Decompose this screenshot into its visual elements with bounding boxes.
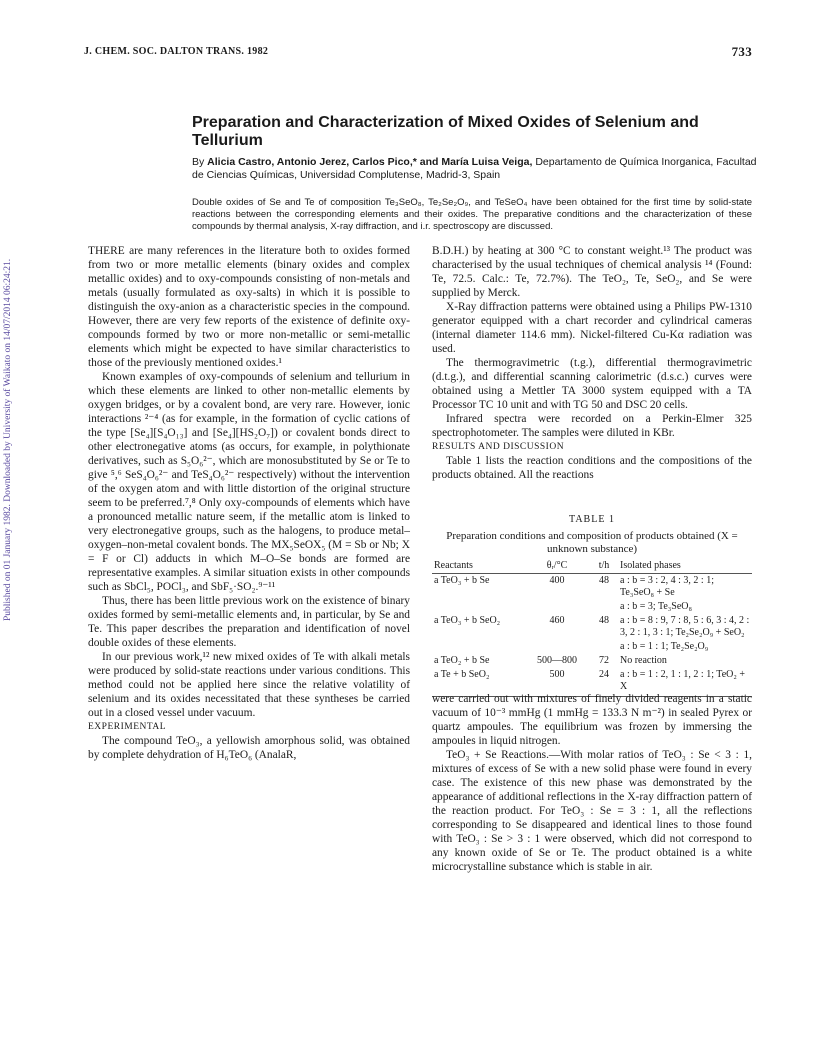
cell-reactants: a TeO₃ + b Se bbox=[434, 575, 490, 586]
cell-time: 72 bbox=[599, 655, 609, 666]
author-affiliation: Departamento de Química Inorganica, Facultad de Ciencias Químicas, Universidad Complutense, Madrid-3, Spain bbox=[192, 156, 757, 181]
table-row bbox=[432, 668, 752, 694]
cell-temperature: 500—800 bbox=[537, 655, 577, 666]
table-row bbox=[432, 574, 752, 601]
cell-time bbox=[590, 600, 618, 614]
intro-paragraph-4: In our previous work,¹² new mixed oxides of Te with alkali metals were produced by solid-state reactions under various conditions. This method could not be applied here since the relative volatility of selenium and its oxides necessitated that these syntheses be carried out in a closed vessel under vacuum. bbox=[88, 651, 410, 719]
cell-phases: a : b = 3 : 2, 4 : 3, 2 : 1; Te₃SeO₈ + Se bbox=[620, 575, 714, 598]
table-header-row bbox=[432, 559, 752, 574]
authors-prefix: By bbox=[192, 156, 208, 168]
cell-temperature: 400 bbox=[549, 575, 565, 586]
cell-temperature bbox=[524, 640, 590, 654]
author-block bbox=[192, 156, 762, 182]
cell-time: 24 bbox=[599, 669, 609, 680]
intro-paragraph-3: Thus, there has been little previous work on the existence of binary oxides formed by semi-metallic elements and, in particular, by Se and Te. This paper describes the preparation and identification of novel double oxides of these elements. bbox=[88, 595, 410, 649]
table-row bbox=[432, 654, 752, 668]
cell-time bbox=[590, 640, 618, 654]
left-column bbox=[88, 244, 410, 762]
journal-header: J. CHEM. SOC. DALTON TRANS. 1982 bbox=[84, 46, 269, 57]
experimental-paragraph-2: B.D.H.) by heating at 300 °C to constant weight.¹³ The product was characterised by the usual techniques of chemical analysis ¹⁴ (Found: Te, 72.5. Calc.: Te, 72.7%). The TeO₂, Te, SeO₂, and Se were supplied by Merck. bbox=[432, 245, 752, 299]
experimental-paragraph-3: X-Ray diffraction patterns were obtained using a Philips PW-1310 generator equipped with a chart recorder and cylindrical cameras (internal diameter 114.6 mm). Nickel-filtered Cu-Kα radiation was used. bbox=[432, 301, 752, 355]
cell-reactants bbox=[432, 600, 524, 614]
cell-reactants bbox=[432, 640, 524, 654]
cell-phases: a : b = 8 : 9, 7 : 8, 5 : 6, 3 : 4, 2 : 3, 2 : 1, 3 : 1; Te₂Se₂O₉ + SeO₂ bbox=[620, 615, 750, 638]
table-row bbox=[432, 600, 752, 614]
cell-temperature bbox=[524, 600, 590, 614]
table-1 bbox=[432, 514, 752, 697]
cell-phases: a : b = 1 : 1; Te₂Se₂O₉ bbox=[620, 641, 709, 652]
intro-paragraph-2: Known examples of oxy-compounds of selenium and tellurium in which these elements are linked to other non-metallic elements by oxygen bridges, or by a covalent bond, are very rare. However, ionic interactions ²⁻⁴ (as for example, in the formation of cyclic cations of the type [Se₄][S₄O₁₃] and [Se₄][HS₂O₇]) or covalent bonds direct to other electronegative atoms (as occurs, for example, in polythionate derivatives, such as S₅O₆²⁻, which are monosubstituted by Se or Te to give ⁵,⁶ SeS₄O₆²⁻ and TeS₄O₆²⁻ respectively) without the intervention of the oxygen atom and with little distortion of the original structure seem to be preferred.⁷,⁸ Only oxy-compounds of elements which have a pronounced metallic nature seem, if the metallic atom is linked to very electronegative groups, such as the halogens, to produce metal–oxygen–non-metal covalent bonds. The MX₅SeOX₅ (M = Sb or Nb; X = F or Cl) adducts in which M–O–Se bonds are formed are representative examples. A similar situation exists in other compounds such as SbCl₅, POCl₃, and SbF₅·SO₂.⁹⁻¹¹ bbox=[88, 371, 410, 593]
cell-reactants: a Te + b SeO₂ bbox=[434, 669, 490, 680]
right-column-top bbox=[432, 244, 752, 482]
results-paragraph-2: were carried out with mixtures of finely divided reagents in a static vacuum of 10⁻³ mmHg (1 mmHg = 133.3 N m⁻²) in sealed Pyrex or quartz ampoules. The equilibrium was frozen by immersing the ampoules in liquid nitrogen. bbox=[432, 693, 752, 747]
table-row bbox=[432, 614, 752, 640]
cell-reactants: a TeO₃ + b SeO₂ bbox=[434, 615, 501, 626]
page-number: 733 bbox=[731, 44, 752, 59]
table-row bbox=[432, 640, 752, 654]
intro-paragraph-1: THERE are many references in the literature both to oxides formed from two or more metallic elements (binary oxides and complex metallic oxides) and to oxy-compounds consisting of non-metals and metals (usually formulated as oxy-salts) in which it is possible to distinguish the oxy-anion as a characteristic species in the compound. However, there are very few reports of the existence of definite oxy-compounds formed by two or more non-metallic or semi-metallic elements which might be expected to have similar characteristics to those of the previously mentioned oxides.¹ bbox=[88, 245, 410, 369]
cell-phases: a : b = 3; Te₃SeO₈ bbox=[620, 601, 692, 612]
experimental-paragraph-4: The thermogravimetric (t.g.), differential thermogravimetric (d.t.g.), and differential scanning calorimetric (d.s.c.) curves were obtained using a Mettler TA 3000 system equipped with a TA Processor TC 10 unit and with TG 50 and DSC 20 cells. bbox=[432, 357, 752, 411]
header-reactants: Reactants bbox=[432, 559, 524, 574]
table-label: TABLE 1 bbox=[569, 514, 615, 525]
cell-temperature: 500 bbox=[549, 669, 565, 680]
abstract: Double oxides of Se and Te of composition Te₃SeO₈, Te₂Se₂O₉, and TeSeO₄ have been obtained for the first time by solid-state reactions between the corresponding elements and their oxides. The preparative conditions and the characterization of these compounds by thermal analysis, X-ray diffraction, and i.r. spectroscopy are discussed. bbox=[192, 197, 752, 232]
download-watermark[interactable]: Published on 01 January 1982. Downloaded by University of Waikato on 14/07/2014 06:24:21. bbox=[3, 258, 13, 622]
experimental-paragraph-5: Infrared spectra were recorded on a Perkin-Elmer 325 spectrophotometer. The samples were diluted in KBr. bbox=[432, 413, 752, 439]
article-title: Preparation and Characterization of Mixed Oxides of Selenium and Tellurium bbox=[192, 114, 699, 149]
results-paragraph-3: TeO₃ + Se Reactions.—With molar ratios of TeO₃ : Se < 3 : 1, mixtures of excess of Se with a new solid phase were found in every case. The existence of this new phase was demonstrated by the appearance of additional reflections in the X-ray diffraction pattern of the reaction product. For TeO₃ : Se = 3 : 1, all the reflections corresponding to Se disappeared and identical lines to those found with TeO₃ : Se > 3 : 1 were observed, which did not correspond to any known oxide of Se or Te. The product obtained is a white microcrystalline substance which is stable in air. bbox=[432, 749, 752, 873]
header-temperature: θᵣ/°C bbox=[524, 559, 590, 574]
author-names: Alicia Castro, Antonio Jerez, Carlos Pico,* and María Luisa Veiga, bbox=[207, 156, 533, 168]
header-phases: Isolated phases bbox=[618, 559, 752, 574]
cell-phases: a : b = 1 : 2, 1 : 1, 2 : 1; TeO₂ + X bbox=[620, 669, 745, 692]
cell-temperature: 460 bbox=[549, 615, 565, 626]
results-paragraph-1: Table 1 lists the reaction conditions and the compositions of the products obtained. All the reactions bbox=[432, 455, 752, 481]
section-heading-experimental: EXPERIMENTAL bbox=[88, 722, 167, 732]
section-heading-results: RESULTS AND DISCUSSION bbox=[432, 442, 565, 452]
cell-time: 48 bbox=[599, 575, 609, 586]
right-column-bottom bbox=[432, 692, 752, 874]
header-time: t/h bbox=[590, 559, 618, 574]
cell-phases: No reaction bbox=[620, 655, 667, 666]
cell-time: 48 bbox=[599, 615, 609, 626]
reaction-table bbox=[432, 559, 752, 694]
table-caption: Preparation conditions and composition of products obtained (X = unknown substance) bbox=[446, 530, 738, 555]
experimental-paragraph-1: The compound TeO₃, a yellowish amorphous solid, was obtained by complete dehydration of H₆TeO₆ (AnalaR, bbox=[88, 735, 410, 761]
cell-reactants: a TeO₂ + b Se bbox=[434, 655, 490, 666]
